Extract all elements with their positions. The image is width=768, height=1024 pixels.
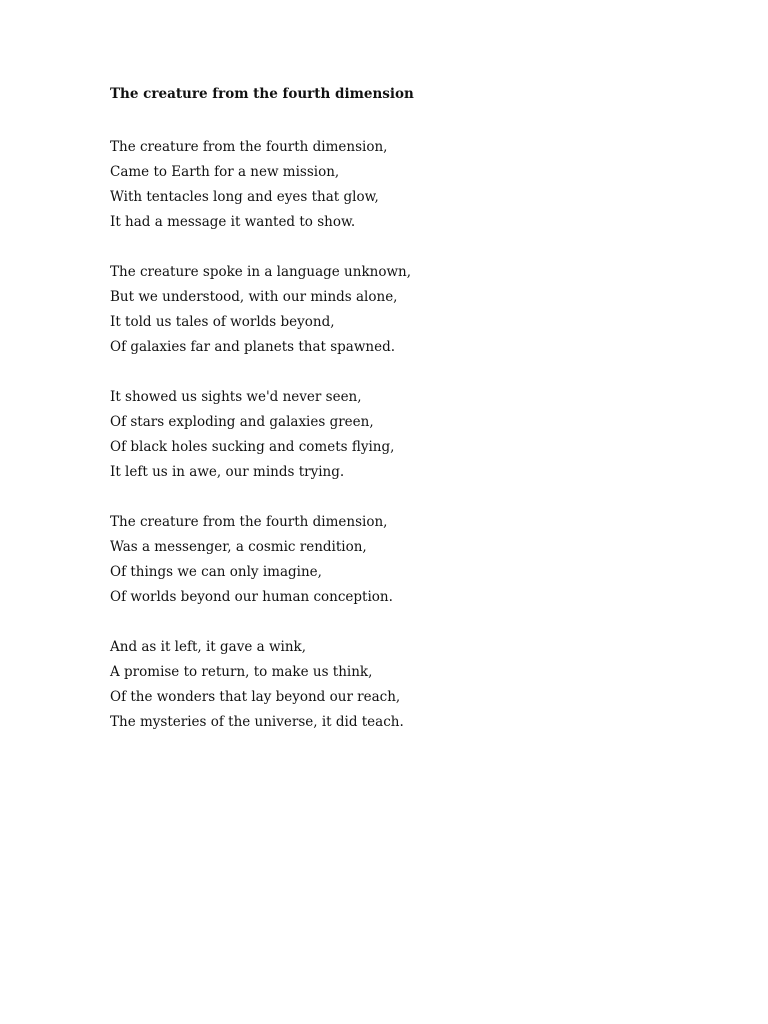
poem	[110, 85, 710, 760]
stanza-4	[110, 510, 710, 610]
stanza-2	[110, 260, 710, 360]
poem-line: Of the wonders that lay beyond our reach,	[110, 689, 401, 705]
poem-line: The creature from the fourth dimension,	[110, 139, 388, 155]
poem-line: Came to Earth for a new mission,	[110, 164, 340, 180]
poem-line: Of worlds beyond our human conception.	[110, 589, 393, 605]
poem-line: And as it left, it gave a wink,	[110, 639, 307, 655]
poem-line: It had a message it wanted to show.	[110, 214, 356, 230]
poem-line: Was a messenger, a cosmic rendition,	[110, 539, 367, 555]
stanza-5	[110, 635, 710, 735]
stanza-1	[110, 135, 710, 235]
poem-line: It told us tales of worlds beyond,	[110, 314, 335, 330]
poem-title: The creature from the fourth dimension	[110, 86, 414, 102]
poem-line: It showed us sights we'd never seen,	[110, 389, 362, 405]
poem-line: Of things we can only imagine,	[110, 564, 322, 580]
poem-line: With tentacles long and eyes that glow,	[110, 189, 379, 205]
poem-line: Of galaxies far and planets that spawned.	[110, 339, 396, 355]
poem-line: A promise to return, to make us think,	[110, 664, 373, 680]
poem-line: Of stars exploding and galaxies green,	[110, 414, 374, 430]
poem-line: The creature from the fourth dimension,	[110, 514, 388, 530]
poem-line: But we understood, with our minds alone,	[110, 289, 398, 305]
poem-line: The mysteries of the universe, it did teach.	[110, 714, 404, 730]
poem-line: Of black holes sucking and comets flying,	[110, 439, 395, 455]
stanza-3	[110, 385, 710, 485]
poem-line: It left us in awe, our minds trying.	[110, 464, 345, 480]
poem-line: The creature spoke in a language unknown,	[110, 264, 411, 280]
